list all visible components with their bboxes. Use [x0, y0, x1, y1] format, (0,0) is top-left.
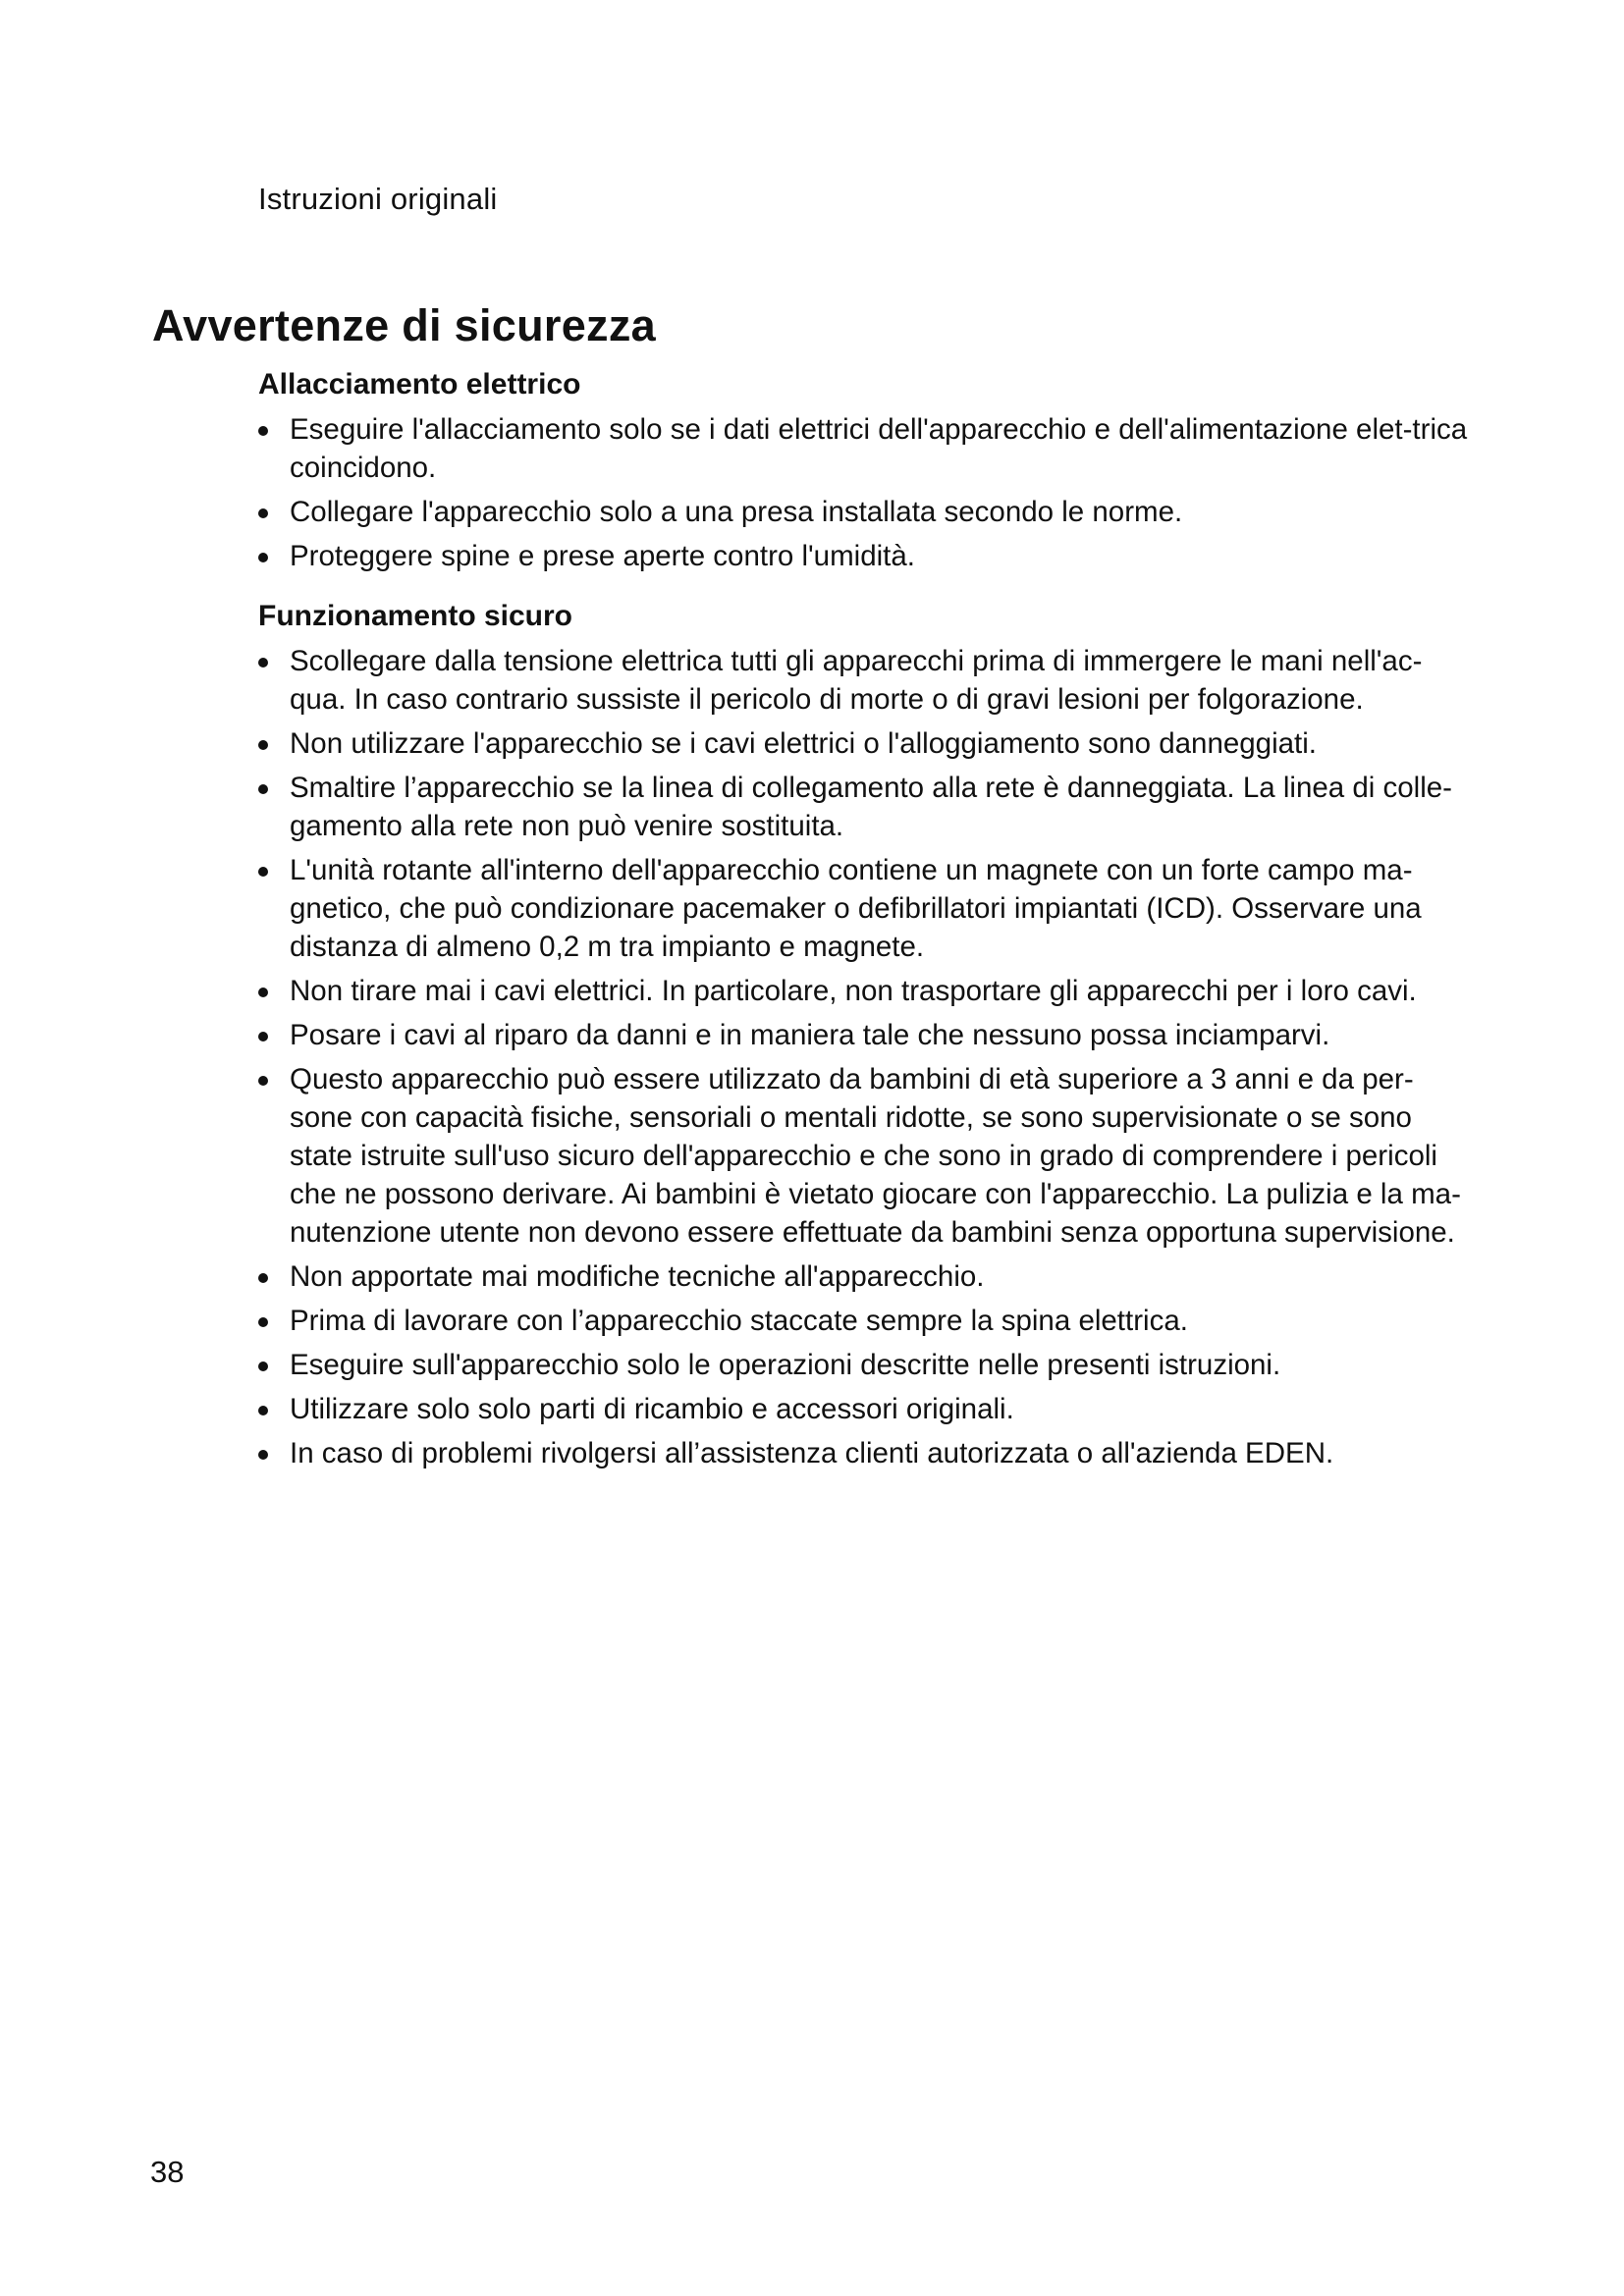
bullet-list	[258, 410, 1476, 575]
list-item: Collegare l'apparecchio solo a una presa installata secondo le norme.	[258, 493, 1476, 531]
list-item: Non apportate mai modifiche tecniche all'apparecchio.	[258, 1257, 1476, 1296]
list-item: Posare i cavi al riparo da danni e in maniera tale che nessuno possa inciamparvi.	[258, 1016, 1476, 1054]
list-item: Utilizzare solo solo parti di ricambio e accessori originali.	[258, 1390, 1476, 1428]
section-safe-operation	[258, 597, 1476, 1472]
list-item: Prima di lavorare con l’apparecchio staccate sempre la spina elettrica.	[258, 1302, 1476, 1340]
section-electrical-connection	[258, 365, 1476, 575]
list-item: In caso di problemi rivolgersi all’assistenza clienti autorizzata o all'azienda EDEN.	[258, 1434, 1476, 1472]
list-item: Questo apparecchio può essere utilizzato da bambini di età superiore a 3 anni e da per-sone con capacità fisiche, sensoriali o mentali ridotte, se sono supervisionate o se sono state istruite sull'uso sicuro dell'apparecchio e che sono in grado di comprendere i pericoli che ne possono derivare. Ai bambini è vietato giocare con l'apparecchio. La pulizia e la ma-nutenzione utente non devono essere effettuate da bambini senza opportuna supervisione.	[258, 1060, 1476, 1252]
list-item: Non utilizzare l'apparecchio se i cavi elettrici o l'alloggiamento sono danneggiati.	[258, 724, 1476, 763]
page-number: 38	[150, 2155, 185, 2189]
bullet-list	[258, 642, 1476, 1472]
list-item: Non tirare mai i cavi elettrici. In particolare, non trasportare gli apparecchi per i loro cavi.	[258, 972, 1476, 1010]
page-title: Avvertenze di sicurezza	[152, 300, 656, 350]
list-item: Smaltire l’apparecchio se la linea di collegamento alla rete è danneggiata. La linea di colle-gamento alla rete non può venire sostituita.	[258, 769, 1476, 845]
section-heading: Funzionamento sicuro	[258, 600, 573, 632]
section-heading: Allacciamento elettrico	[258, 368, 581, 400]
list-item: L'unità rotante all'interno dell'apparecchio contiene un magnete con un forte campo ma-gnetico, che può condizionare pacemaker o defibrillatori impiantati (ICD). Osservare una distanza di almeno 0,2 m tra impianto e magnete.	[258, 851, 1476, 966]
safety-content	[258, 365, 1476, 1494]
list-item: Eseguire sull'apparecchio solo le operazioni descritte nelle presenti istruzioni.	[258, 1346, 1476, 1384]
list-item: Scollegare dalla tensione elettrica tutti gli apparecchi prima di immergere le mani nell'ac-qua. In caso contrario sussiste il pericolo di morte o di gravi lesioni per folgorazione.	[258, 642, 1476, 719]
list-item: Eseguire l'allacciamento solo se i dati elettrici dell'apparecchio e dell'alimentazione elet-trica coincidono.	[258, 410, 1476, 487]
header-note: Istruzioni originali	[258, 182, 498, 216]
list-item: Proteggere spine e prese aperte contro l'umidità.	[258, 537, 1476, 575]
